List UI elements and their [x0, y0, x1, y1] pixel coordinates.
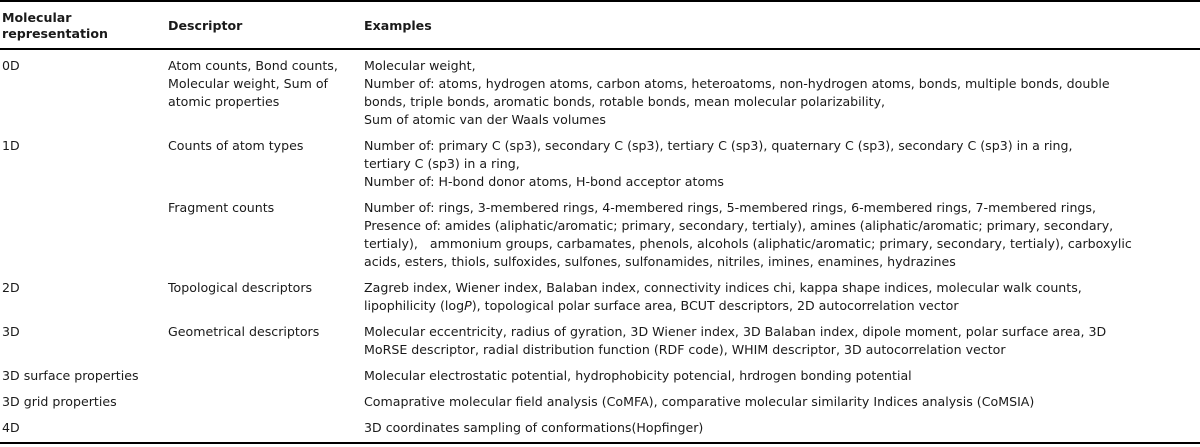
rep-cell: 1D [2, 138, 20, 153]
examples-cell: 3D coordinates sampling of conformations(Hopfinger) [362, 418, 1200, 443]
examples-cell: Number of: primary C (sp3), secondary C (sp3), tertiary C (sp3), quaternary C (sp3), secondary C (sp3) in a ring, tertiary C (sp3) in a ring, Number of: H-bond donor atoms, H-bond acceptor atoms [364, 138, 1073, 189]
examples-cell: Number of: rings, 3-membered rings, 4-membered rings, 5-membered rings, 6-membered rings, 7-membered rings, Presence of: amides (aliphatic/aromatic; primary, secondary, tertialy), amines (aliphatic/aromatic; primary, secondary, tertialy), ammonium groups, carbamates, phenols, alcohols (aliphatic/aromatic; primary, secondary, tertialy), carboxylic acids, esters, thiols, sulfoxides, sulfones, sulfonamides, nitriles, imines, enamines, hydrazines [364, 200, 1132, 269]
descriptor-cell: Fragment counts [168, 200, 275, 215]
rep-cell: 4D [0, 418, 166, 443]
header-examples: Examples [362, 1, 1200, 49]
table-row [0, 322, 1200, 366]
header-descriptor: Descriptor [166, 1, 362, 49]
table-row [0, 49, 1200, 136]
examples-cell: Comaprative molecular field analysis (CoMFA), comparative molecular similarity Indices analysis (CoMSIA) [364, 394, 1035, 409]
descriptor-cell: Topological descriptors [168, 280, 313, 295]
examples-cell: Molecular electrostatic potential, hydrophobicity potencial, hrdrogen bonding potential [364, 368, 912, 383]
descriptor-cell: Atom counts, Bond counts, Molecular weight, Sum of atomic properties [168, 58, 338, 109]
rep-cell [0, 198, 166, 278]
table-row [0, 392, 1200, 418]
descriptor-cell [166, 392, 362, 418]
header-row [0, 1, 1200, 49]
rep-cell: 3D [2, 324, 20, 339]
table-row [0, 366, 1200, 392]
table-row [0, 198, 1200, 278]
rep-cell: 3D grid properties [2, 394, 117, 409]
rep-cell: 3D surface properties [2, 368, 139, 383]
table-row [0, 136, 1200, 198]
descriptor-cell [166, 366, 362, 392]
table-row [0, 418, 1200, 443]
rep-cell: 2D [2, 280, 20, 295]
examples-cell: Zagreb index, Wiener index, Balaban index, connectivity indices chi, kappa shape indices, molecular walk counts, lipophilicity (logP), topological polar surface area, BCUT descriptors, 2D autocorrelation vector [364, 280, 1082, 313]
descriptor-cell: Geometrical descriptors [168, 324, 320, 339]
table-row [0, 278, 1200, 322]
examples-cell: Molecular weight, Number of: atoms, hydrogen atoms, carbon atoms, heteroatoms, non-hydrogen atoms, bonds, multiple bonds, double bonds, triple bonds, aromatic bonds, rotable bonds, mean molecular polarizability, Sum of atomic van der Waals volumes [364, 58, 1110, 127]
descriptor-cell [166, 418, 362, 443]
examples-cell: Molecular eccentricity, radius of gyration, 3D Wiener index, 3D Balaban index, dipole moment, polar surface area, 3D MoRSE descriptor, radial distribution function (RDF code), WHIM descriptor, 3D autocorrelation vector [364, 324, 1107, 357]
rep-cell: 0D [2, 58, 20, 73]
descriptor-cell: Counts of atom types [168, 138, 304, 153]
header-molecular-representation: Molecular representation [0, 1, 166, 49]
